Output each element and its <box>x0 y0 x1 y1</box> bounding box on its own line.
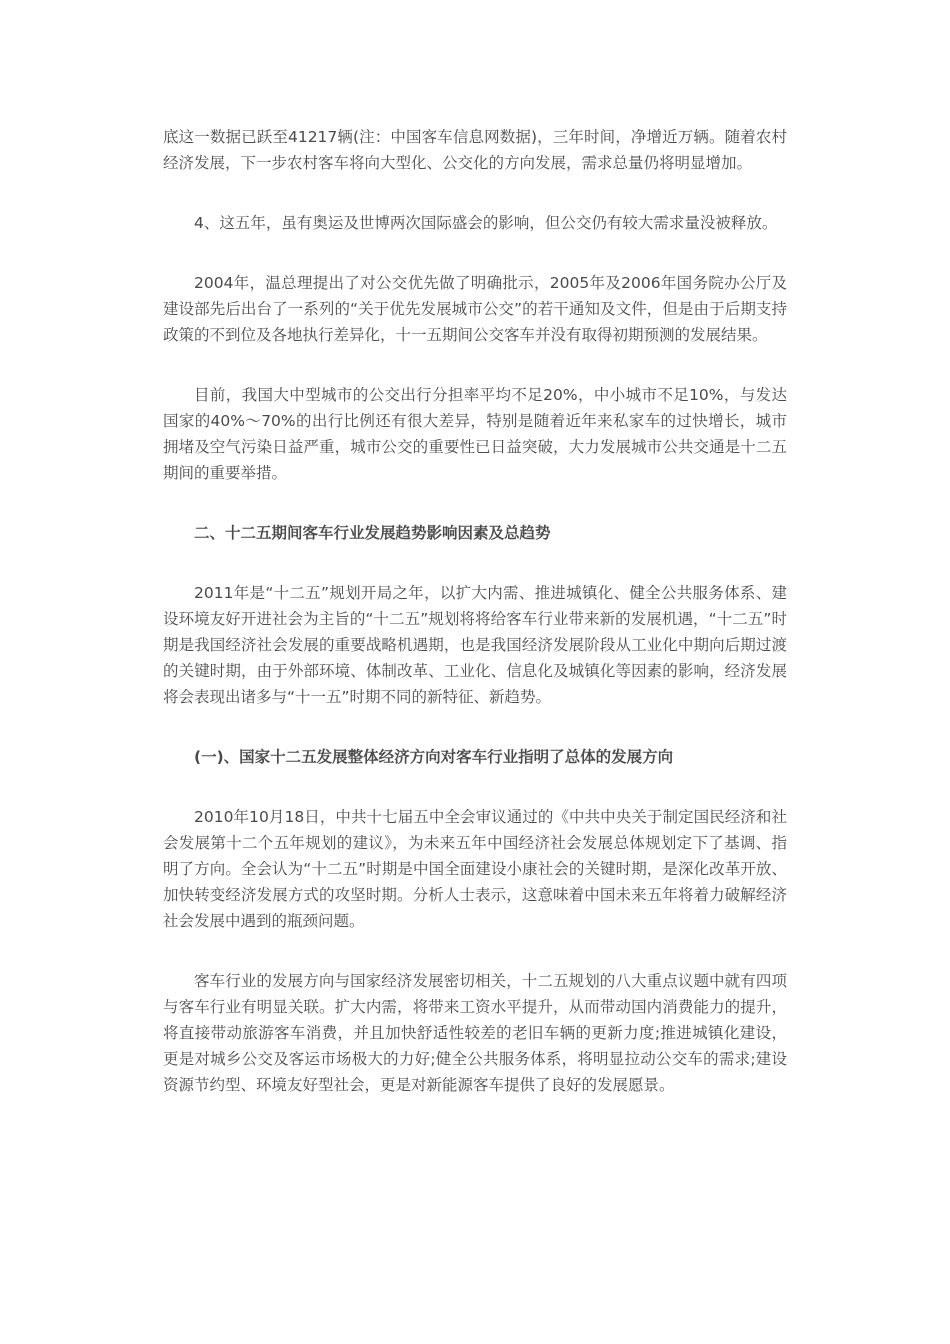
paragraph-gap <box>163 546 787 580</box>
paragraph-gap <box>163 770 787 804</box>
paragraph-transit-policy-2004: 2004年，温总理提出了对公交优先做了明确批示，2005年及2006年国务院办公厅及建设部先后出台了一系列的“关于优先发展城市公交”的若干通知及文件，但是由于后期支持政策的不到位及各地执行差异化，十一五期间公交客车并没有取得初期预测的发展结果。 <box>163 274 787 344</box>
document-page <box>163 124 787 1098</box>
paragraph-transit-share-current: 目前，我国大中型城市的公交出行分担率平均不足20%，中小城市不足10%，与发达国家的40%～70%的出行比例还有很大差异，特别是随着近年来私家车的过快增长，城市拥堵及空气污染日益严重，城市公交的重要性已日益突破，大力发展城市公共交通是十二五期间的重要举措。 <box>163 386 787 482</box>
paragraph-gap <box>163 236 787 270</box>
section-heading-trends: 二、十二五期间客车行业发展趋势影响因素及总趋势 <box>194 524 551 542</box>
paragraph-gap <box>163 348 787 382</box>
subsection-heading-economic-direction: (一)、国家十二五发展整体经济方向对客车行业指明了总体的发展方向 <box>194 748 674 766</box>
paragraph-gap <box>163 710 787 744</box>
paragraph-gap <box>163 176 787 210</box>
paragraph-rural-bus-data: 底这一数据已跃至41217辆(注：中国客车信息网数据)，三年时间，净增近万辆。随着农村经济发展，下一步农村客车将向大型化、公交化的方向发展，需求总量仍将明显增加。 <box>163 128 787 172</box>
paragraph-gap <box>163 486 787 520</box>
paragraph-twelfth-plan-2011: 2011年是“十二五”规划开局之年，以扩大内需、推进城镇化、健全公共服务体系、建设环境友好开进社会为主旨的“十二五”规划将将给客车行业带来新的发展机遇，“十二五”时期是我国经济社会发展的重要战略机遇期，也是我国经济发展阶段从工业化中期向后期过渡的关键时期，由于外部环境、体制改革、工业化、信息化及城镇化等因素的影响，经济发展将会表现出诸多与“十一五”时期不同的新特征、新趋势。 <box>163 584 787 706</box>
paragraph-plenary-2010: 2010年10月18日，中共十七届五中全会审议通过的《中共中央关于制定国民经济和社会发展第十二个五年规划的建议》，为未来五年中国经济社会发展总体规划定下了基调、指明了方向。全会认为“十二五”时期是中国全面建设小康社会的关键时期，是深化改革开放、加快转变经济发展方式的攻坚时期。分析人士表示，这意味着中国未来五年将着力破解经济社会发展中遇到的瓶颈问题。 <box>163 808 787 930</box>
paragraph-industry-direction: 客车行业的发展方向与国家经济发展密切相关，十二五规划的八大重点议题中就有四项与客车行业有明显关联。扩大内需，将带来工资水平提升，从而带动国内消费能力的提升，将直接带动旅游客车消费，并且加快舒适性较差的老旧车辆的更新力度;推进城镇化建设，更是对城乡公交及客运市场极大的力好;健全公共服务体系，将明显拉动公交车的需求;建设资源节约型、环境友好型社会，更是对新能源客车提供了良好的发展愿景。 <box>163 972 787 1094</box>
paragraph-gap <box>163 934 787 968</box>
paragraph-public-transit-demand: 4、这五年，虽有奥运及世博两次国际盛会的影响，但公交仍有较大需求量没被释放。 <box>194 214 778 232</box>
